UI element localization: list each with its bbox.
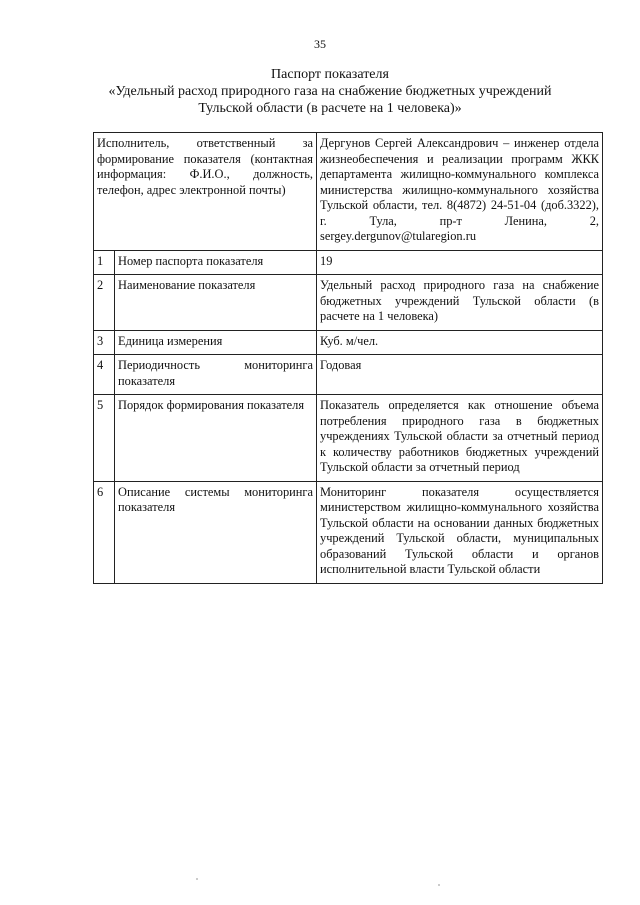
passport-table	[93, 132, 603, 584]
table-row	[94, 355, 603, 395]
row-number: 2	[94, 275, 115, 331]
executor-label: Исполнитель, ответственный за формирование показателя (контактная информация: Ф.И.О., должность, телефон, адрес электронной почты)	[94, 133, 317, 251]
row-value: Мониторинг показателя осуществляется министерством жилищно-коммунального хозяйства Тульской области на основании данных бюджетных учреждений Тульской области, муниципальных образований Тульской области и органов исполнительной власти Тульской области	[317, 481, 603, 583]
row-number: 5	[94, 395, 115, 482]
title-line-3: Тульской области (в расчете на 1 человека)»	[198, 101, 462, 116]
row-label: Порядок формирования показателя	[115, 395, 317, 482]
row-value: Удельный расход природного газа на снабжение бюджетных учреждений Тульской области (в расчете на 1 человека)	[317, 275, 603, 331]
row-label: Единица измерения	[115, 330, 317, 355]
row-number: 6	[94, 481, 115, 583]
document-title	[60, 66, 600, 117]
table-row	[94, 275, 603, 331]
table-row	[94, 250, 603, 275]
table-row	[94, 395, 603, 482]
row-number: 3	[94, 330, 115, 355]
row-label: Номер паспорта показателя	[115, 250, 317, 275]
table-row	[94, 481, 603, 583]
page-number: 35	[314, 37, 326, 51]
row-number: 1	[94, 250, 115, 275]
executor-row	[94, 133, 603, 251]
executor-value: Дергунов Сергей Александрович – инженер отдела жизнеобеспечения и реализации программ ЖКК департамента жилищно-коммунального комплекса министерства жилищно-коммунального хозяйства Тульской области, тел. 8(4872) 24-51-04 (доб.3322), г. Тула, пр-т Ленина, 2, sergey.dergunov@tularegion.ru	[317, 133, 603, 251]
row-label: Наименование показателя	[115, 275, 317, 331]
row-value: Показатель определяется как отношение объема потребления природного газа в бюджетных учреждениях Тульской области за отчетный период к количеству работников бюджетных учреждений Тульской области за отчетный период	[317, 395, 603, 482]
row-number: 4	[94, 355, 115, 395]
scan-speck	[438, 884, 440, 886]
table-row	[94, 330, 603, 355]
row-label: Описание системы мониторинга показателя	[115, 481, 317, 583]
title-line-1: Паспорт показателя	[271, 67, 389, 82]
row-value: Куб. м/чел.	[317, 330, 603, 355]
title-line-2: «Удельный расход природного газа на снабжение бюджетных учреждений	[108, 84, 552, 99]
row-value: 19	[317, 250, 603, 275]
row-value: Годовая	[317, 355, 603, 395]
scan-speck	[196, 878, 198, 880]
row-label: Периодичность мониторинга показателя	[115, 355, 317, 395]
